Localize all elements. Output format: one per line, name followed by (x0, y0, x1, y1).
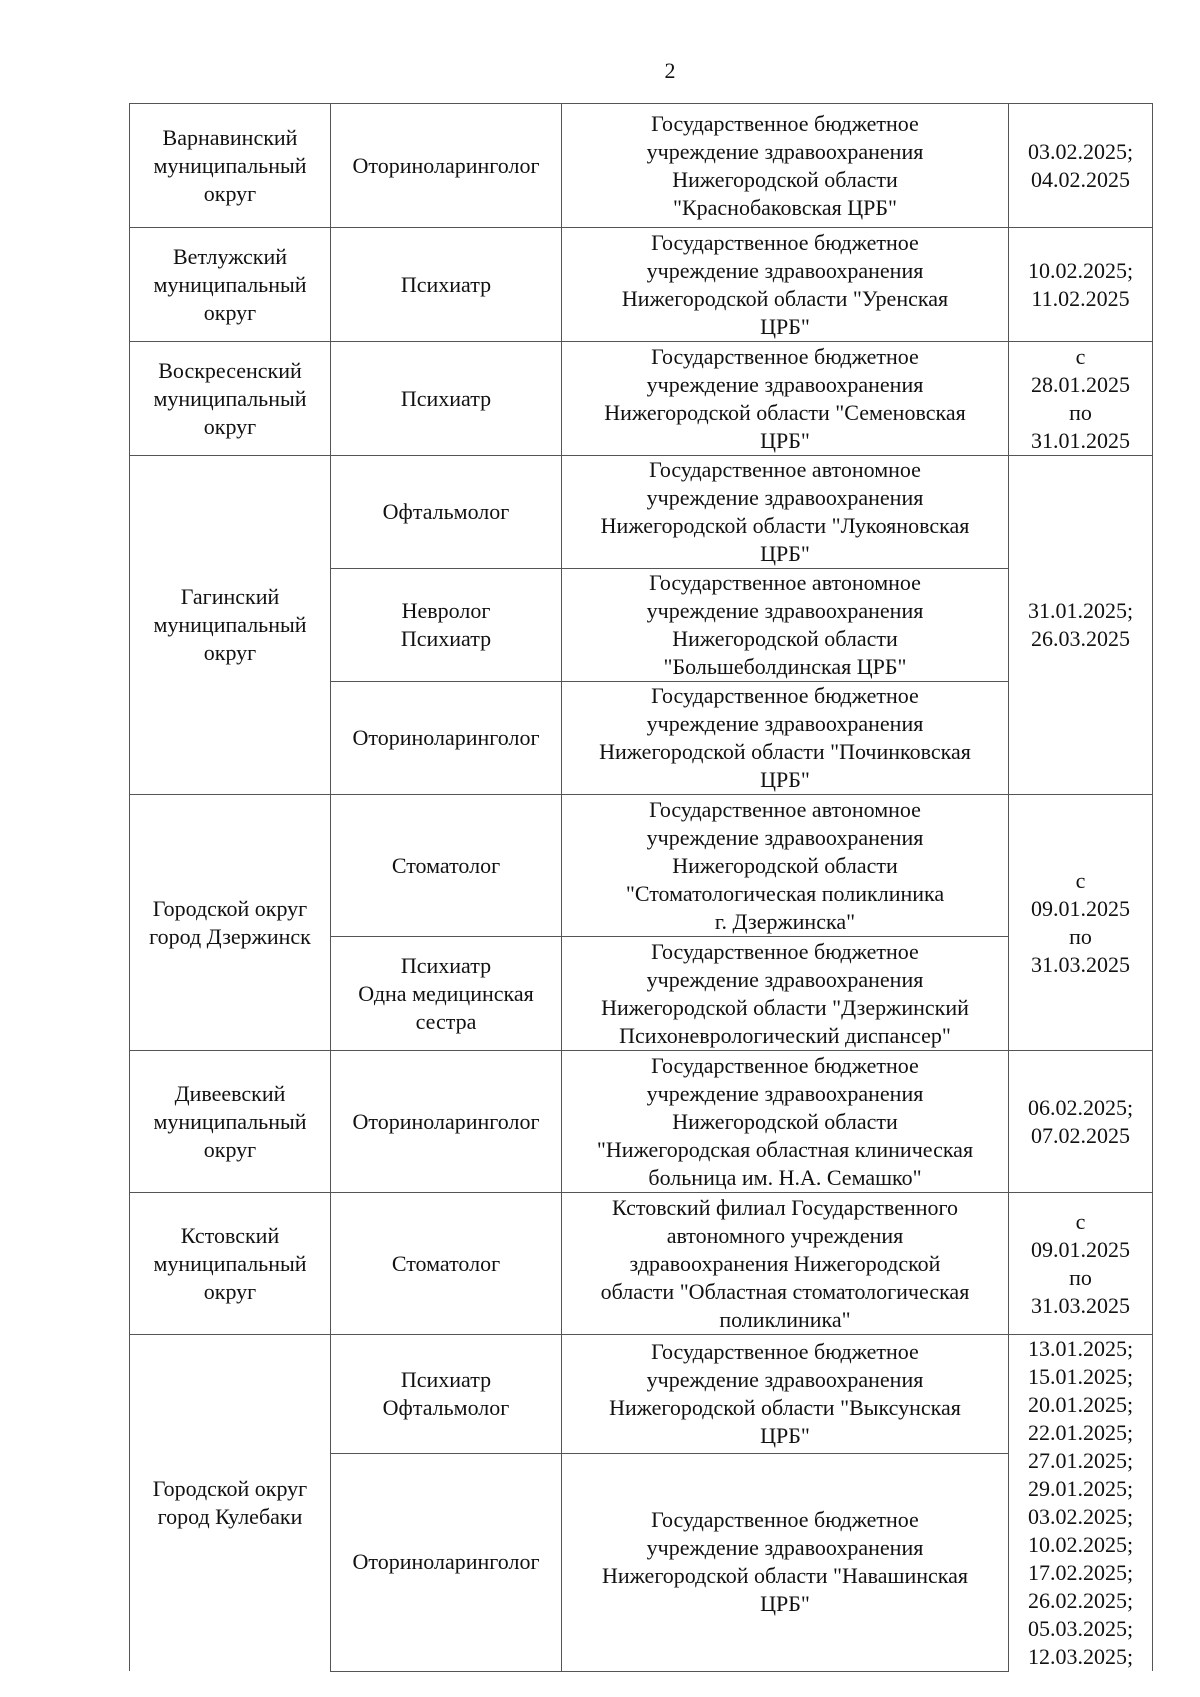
institution-cell: Государственное бюджетное учреждение здравоохранения Нижегородской области "Уренская ЦРБ" (562, 228, 1009, 342)
table-row (130, 1051, 1153, 1193)
specialists-cell: Стоматолог (331, 795, 562, 937)
specialists-cell: Оториноларинголог (331, 682, 562, 795)
district-cell: Ветлужский муниципальный округ (130, 228, 331, 342)
institution-cell: Государственное автономное учреждение здравоохранения Нижегородской области "Большеболдинская ЦРБ" (562, 569, 1009, 682)
institution-cell: Государственное бюджетное учреждение здравоохранения Нижегородской области "Семеновская ЦРБ" (562, 342, 1009, 456)
specialists-cell: Психиатр (331, 342, 562, 456)
dates-cell: 13.01.2025; 15.01.2025; 20.01.2025; 22.01.2025; 27.01.2025; 29.01.2025; 03.02.2025; 10.02.2025; 17.02.2025; 26.02.2025; 05.03.2025; 12.03.2025; (1009, 1335, 1153, 1672)
table-row (130, 456, 1153, 569)
institution-cell: Государственное бюджетное учреждение здравоохранения Нижегородской области "Навашинская ЦРБ" (562, 1453, 1009, 1671)
dates-cell: с 09.01.2025 по 31.03.2025 (1009, 795, 1153, 1051)
institution-cell: Государственное автономное учреждение здравоохранения Нижегородской области "Лукояновская ЦРБ" (562, 456, 1009, 569)
institution-cell: Государственное бюджетное учреждение здравоохранения Нижегородской области "Починковская ЦРБ" (562, 682, 1009, 795)
district-cell: Городской округ город Кулебаки (130, 1335, 331, 1672)
specialists-cell: Психиатр Одна медицинская сестра (331, 937, 562, 1051)
district-cell: Дивеевский муниципальный округ (130, 1051, 331, 1193)
dates-cell: 31.01.2025; 26.03.2025 (1009, 456, 1153, 795)
institution-cell: Государственное бюджетное учреждение здравоохранения Нижегородской области "Краснобаковская ЦРБ" (562, 104, 1009, 228)
specialists-cell: Психиатр Офтальмолог (331, 1335, 562, 1454)
table-row (130, 228, 1153, 342)
district-cell: Гагинский муниципальный округ (130, 456, 331, 795)
dates-cell: с 28.01.2025 по 31.01.2025 (1009, 342, 1153, 456)
institution-cell: Государственное автономное учреждение здравоохранения Нижегородской области "Стоматологическая поликлиника г. Дзержинска" (562, 795, 1009, 937)
table-row (130, 795, 1153, 937)
dates-cell: 06.02.2025; 07.02.2025 (1009, 1051, 1153, 1193)
dates-cell: 10.02.2025; 11.02.2025 (1009, 228, 1153, 342)
table-row (130, 104, 1153, 228)
institution-cell: Государственное бюджетное учреждение здравоохранения Нижегородской области "Дзержинский Психоневрологический диспансер" (562, 937, 1009, 1051)
district-cell: Воскресенский муниципальный округ (130, 342, 331, 456)
specialists-cell: Невролог Психиатр (331, 569, 562, 682)
dates-cell: 03.02.2025; 04.02.2025 (1009, 104, 1153, 228)
district-cell: Кстовский муниципальный округ (130, 1193, 331, 1335)
specialists-cell: Психиатр (331, 228, 562, 342)
institution-cell: Кстовский филиал Государственного автономного учреждения здравоохранения Нижегородской области "Областная стоматологическая поликлиника" (562, 1193, 1009, 1335)
institution-cell: Государственное бюджетное учреждение здравоохранения Нижегородской области "Выксунская ЦРБ" (562, 1335, 1009, 1454)
table-row (130, 1335, 1153, 1454)
table-row (130, 1193, 1153, 1335)
specialists-cell: Оториноларинголог (331, 1051, 562, 1193)
dates-cell: с 09.01.2025 по 31.03.2025 (1009, 1193, 1153, 1335)
specialists-cell: Оториноларинголог (331, 1453, 562, 1671)
page-number: 2 (664, 58, 676, 83)
specialists-cell: Офтальмолог (331, 456, 562, 569)
table-row (130, 342, 1153, 456)
district-cell: Варнавинский муниципальный округ (130, 104, 331, 228)
specialists-cell: Оториноларинголог (331, 104, 562, 228)
district-cell: Городской округ город Дзержинск (130, 795, 331, 1051)
specialists-cell: Стоматолог (331, 1193, 562, 1335)
institution-cell: Государственное бюджетное учреждение здравоохранения Нижегородской области "Нижегородская областная клиническая больница им. Н.А. Семашко" (562, 1051, 1009, 1193)
schedule-table (129, 103, 1153, 1672)
